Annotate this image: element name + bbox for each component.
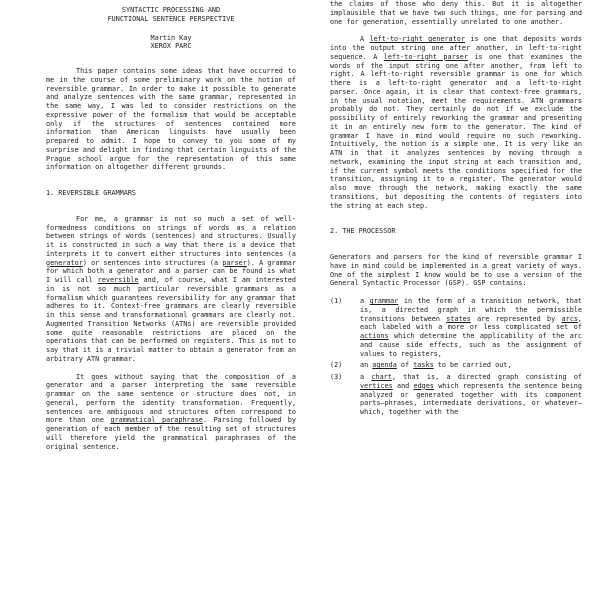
term-edges: edges — [413, 381, 434, 390]
section-1-paragraph-2 — [46, 373, 296, 452]
text-run: is one that examines the words of the input string one after another, from left to right. A left-to-right reversible grammar is one for which there is a left-to-right generator and a left-to-right parser. Once again, it is clear that context-free grammars, in the usual notation, meet the requirements. ATN grammars probably do not. They certainly do not if we exclude the possibility of entirely reworking the grammar and presenting it in an entirely new form to the generator. The kind of grammar I have in mind would require no such reworking. Intuitively, the notion is a simple one. It is very like an ATN in that it analyzes sentences by moving through a network, examining the input string at each transition and, if the current symbol meets the conditions specified for the transition, assigning it to a register. The generator would also move through the network, making exactly the same transitions, but depositing the contents of registers into the string at each step. — [330, 52, 582, 210]
list-number: (3) — [330, 373, 343, 381]
paper-title — [46, 6, 296, 24]
list-item — [330, 361, 582, 370]
term-agenda: agenda — [372, 361, 397, 370]
term-arcs: arcs — [561, 314, 578, 323]
term-parser: parser — [222, 258, 247, 267]
text-run: , that is, a directed graph consisting of — [391, 373, 583, 381]
text-run: is one that deposits words into the output string one after another, in left-to-right sequence. A — [330, 35, 582, 61]
text-run: which determine the applicability of the arc and cause side effects, such as the assignment of values to registers, — [360, 332, 582, 358]
term-reversible: reversible — [97, 276, 139, 284]
list-text — [360, 297, 582, 358]
text-run: ). A grammar for which both a generator and a parser can be found is what I will call — [46, 258, 296, 284]
list-item — [330, 373, 582, 417]
term-grammar: grammar — [369, 297, 399, 305]
gsp-component-list — [330, 297, 582, 417]
title-line-2: FUNCTIONAL SENTENCE PERSPECTIVE — [107, 14, 235, 23]
section-1-paragraph-1 — [46, 215, 296, 364]
author-name: Martin Kay — [150, 33, 192, 42]
text-run: to be carried out, — [433, 361, 512, 370]
list-number: (2) — [330, 361, 343, 370]
term-states: states — [446, 314, 471, 323]
section-1-heading: 1. REVERSIBLE GRAMMARS — [46, 189, 137, 197]
text-run: in the form of a transition network, that is, a directed graph in which the permissible transitions between — [360, 297, 583, 323]
text-run: For me, a grammar is not so much a set of well-formedness conditions on strings of words as a relation between strings of words (sentences) and structures. Usually it is constructed in such a way that there is a device that interprets it to convert either structures into sentences (a — [46, 214, 296, 258]
text-run: are represented by — [470, 314, 562, 323]
text-run: ) or sentences into structures (a — [82, 258, 223, 267]
left-column — [46, 0, 296, 451]
text-run: , each labeled with a more or less complicated set of — [360, 314, 583, 332]
text-run: and — [392, 381, 414, 390]
author-affiliation: XEROX PARC — [150, 42, 192, 51]
section-2-heading: 2. THE PROCESSOR — [330, 227, 396, 236]
text-run: and, of course, what I am interested in is not so much particular reversible grammars as a formalism which guarantees reversibility for any grammar that adheres to it. Context-free grammars are clearly reversible in this sense and transformational grammars are clearly not. Augmented Transition Networks (ATNs) are reversible provided some quite reasonable restrictions are placed on the operations that can be performed on registers. This is not to say that it is a trivial matter to obtain a generator from an arbitrary ATN grammar. — [46, 276, 296, 363]
text-run: a — [360, 373, 372, 381]
term-left-to-right-generator: left-to-right generator — [369, 35, 465, 44]
text-run: It goes without saying that the composition of a generator and a parser interpreting the same reversible grammar on the same sentence or structure does not, in general, perform the identity transformation. Frequently, sentences are ambiguous and structures often correspond to more than one — [46, 372, 296, 425]
term-tasks: tasks — [413, 361, 434, 370]
text-run: of — [396, 361, 414, 370]
text-run: A — [360, 35, 370, 44]
list-text — [360, 361, 582, 370]
text-run: . Parsing followed by generation of each member of the resulting set of structures will therefore yield the grammatical paraphrases of the original sentence. — [46, 416, 296, 451]
term-generator: generator — [46, 258, 83, 267]
continued-paragraph: the claims of those who deny this. But it is altogether implausible that we have two such things, one for parsing and one for generation, essentially unrelated to one another. — [330, 0, 582, 26]
intro-paragraph: This paper contains some ideas that have occurred to me in the course of some preliminary work on the notion of reversible grammar. In order to make it possible to generate and analyze sentences with the same grammar, represented in the same way, I was led to consider restrictions on the expressive power of the formalism that would be acceptable only if the structures of sentences contained more information than American linguists have usually been prepared to admit. I hope to convey to you some of my surprise and delight in finding that certain linguists of the Prague school argue for the representation of this same information on altogether different grounds. — [46, 67, 296, 172]
term-vertices: vertices — [360, 381, 393, 390]
title-line-1: SYNTACTIC PROCESSING AND — [121, 6, 221, 14]
text-run: an — [360, 361, 373, 370]
term-left-to-right-parser: left-to-right parser — [383, 52, 468, 61]
list-text — [360, 373, 582, 417]
section-2-paragraph: Generators and parsers for the kind of reversible grammar I have in mind could be implemented in a great variety of ways. One of the simplest I know would be to use a version of the General Syntactic Processor (GSP). GSP contains: — [330, 253, 582, 288]
list-item — [330, 297, 582, 358]
author-block — [46, 34, 296, 52]
list-number: (1) — [330, 297, 343, 305]
text-run: which represents the sentence being analyzed or generated together with its component parts—phrases, intermediate derivations, or whatever—which, together with the — [360, 381, 582, 416]
right-column — [330, 0, 582, 420]
term-actions: actions — [360, 332, 389, 340]
left-to-right-paragraph — [330, 35, 582, 210]
term-chart: chart — [371, 373, 392, 381]
text-run: a — [360, 297, 370, 305]
term-grammatical-paraphrase: grammatical paraphrase — [110, 416, 203, 425]
